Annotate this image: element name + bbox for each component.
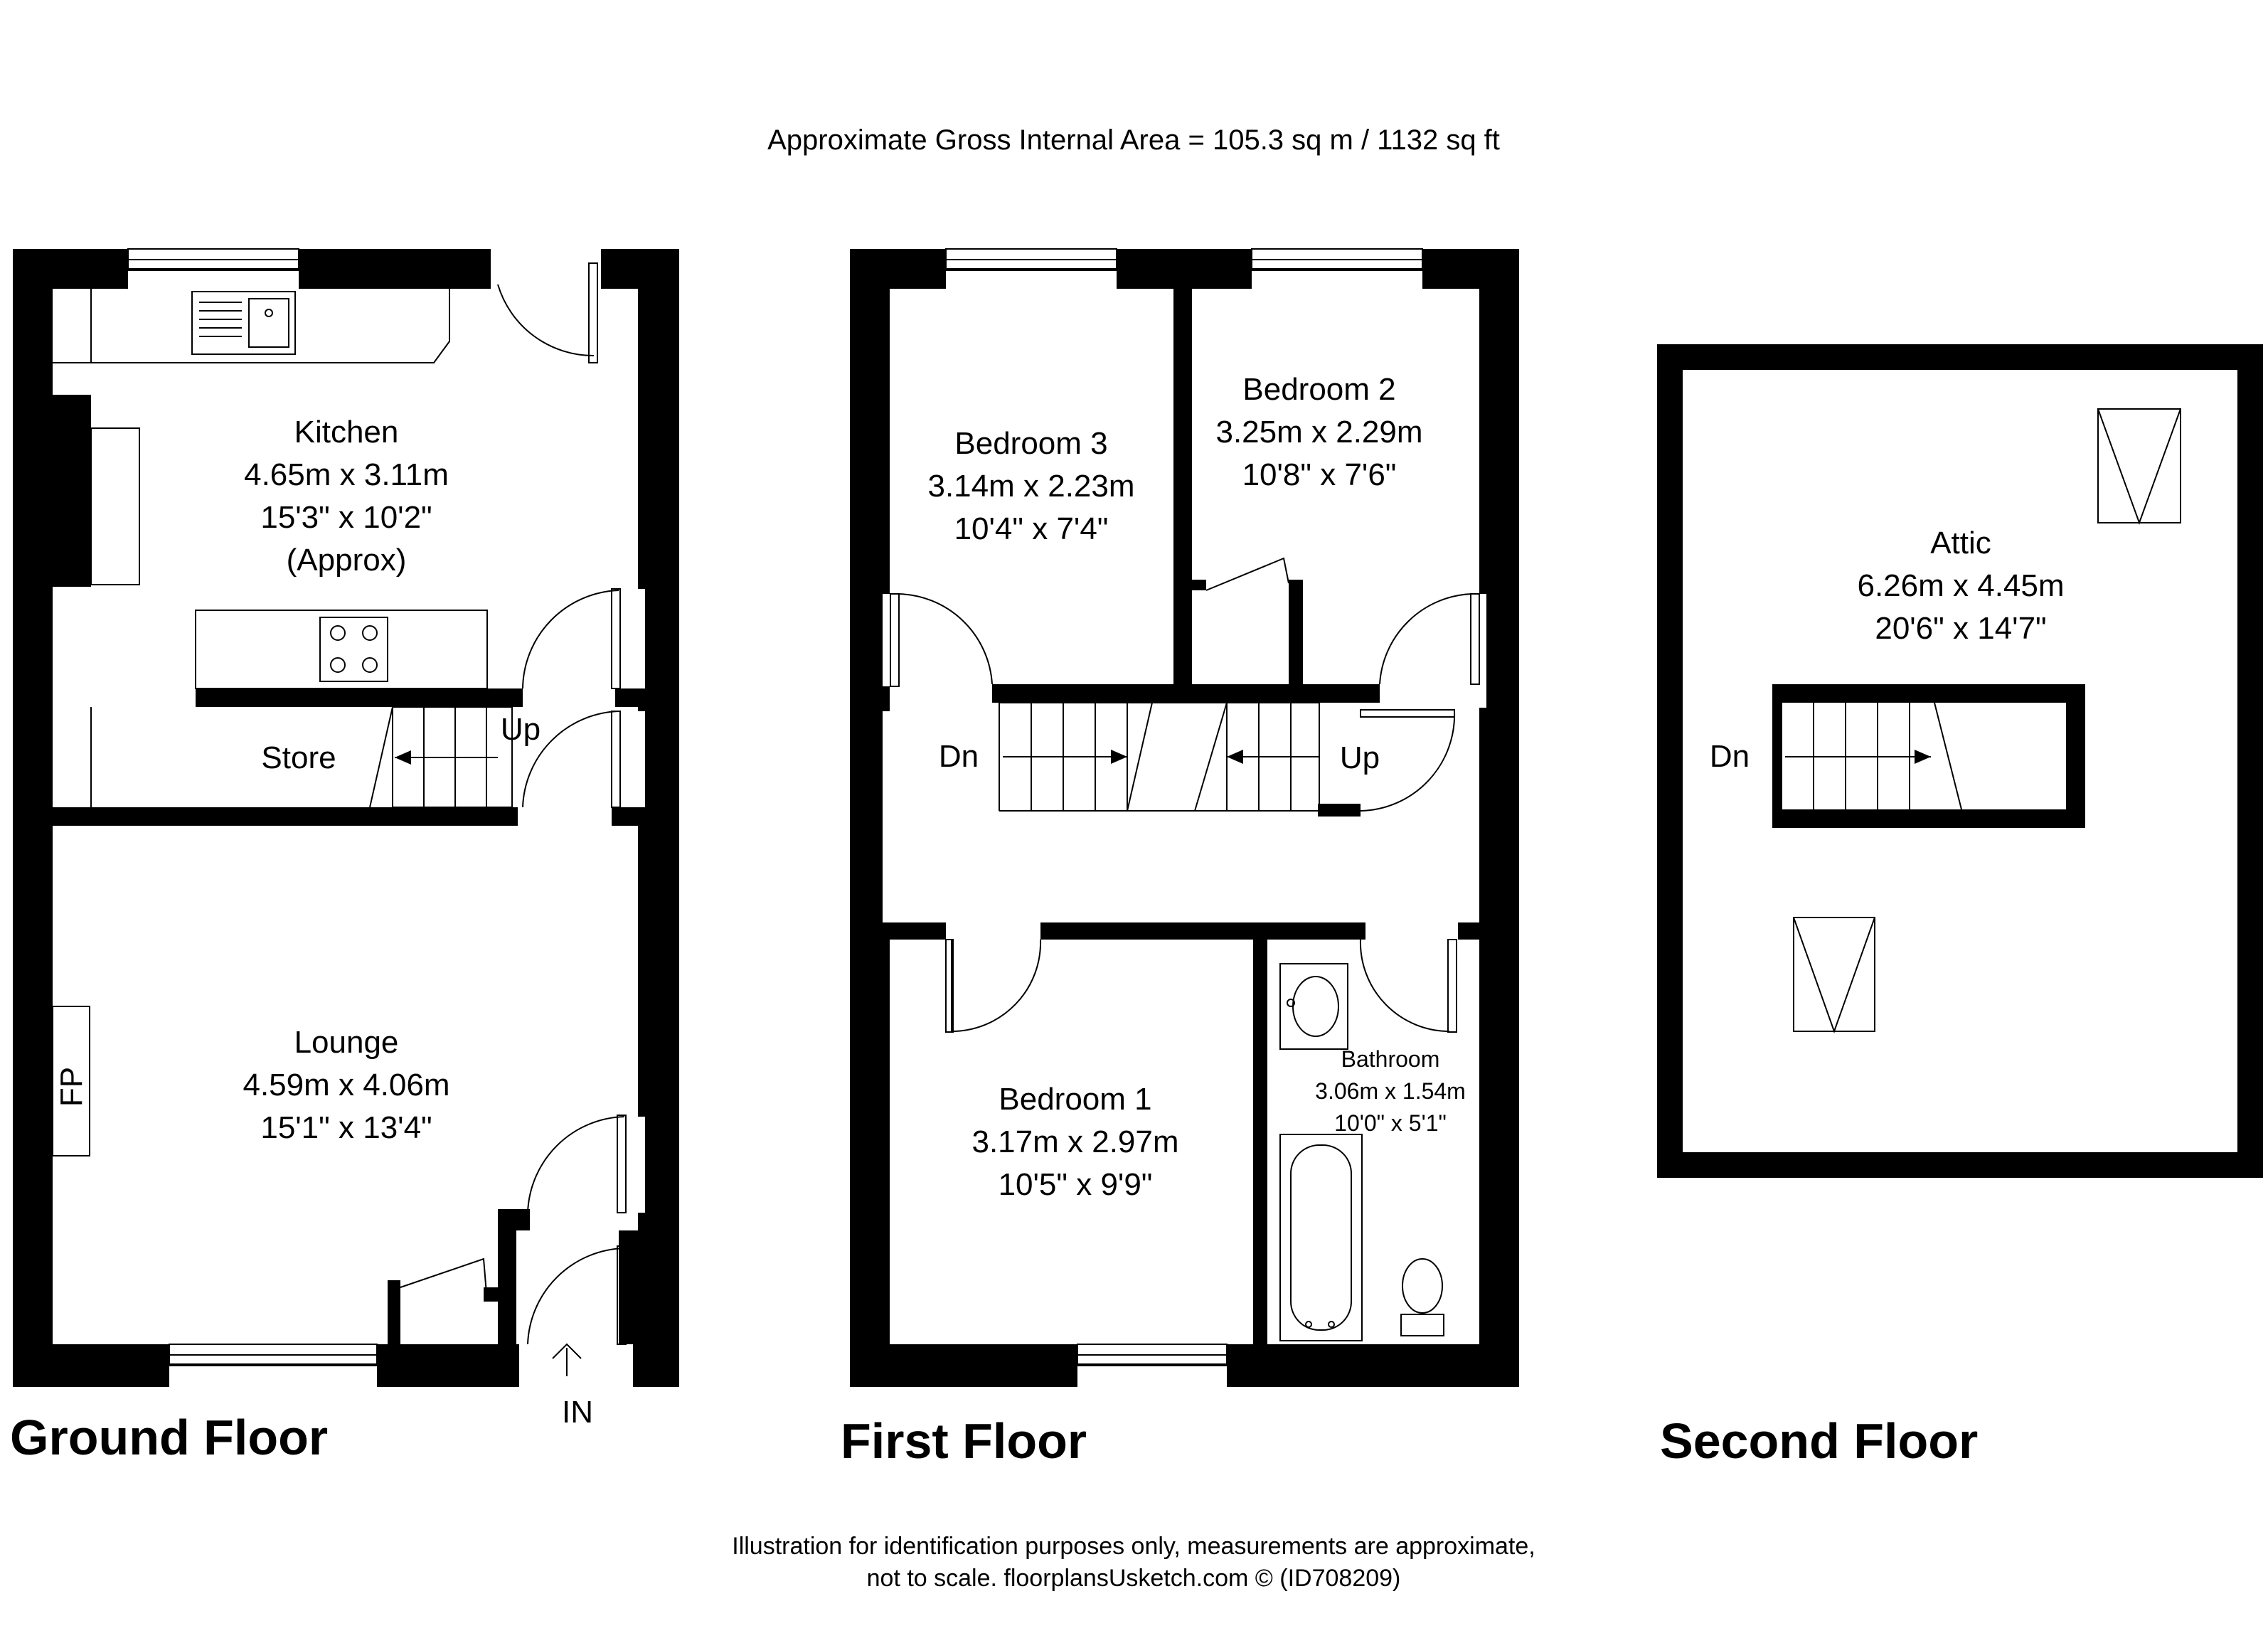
skylight-icon: [1794, 918, 1875, 1031]
kitchen-note: (Approx): [286, 543, 407, 578]
ground-floor-title: Ground Floor: [10, 1410, 329, 1465]
stairs-icon: [999, 703, 1319, 811]
toilet-icon: [1401, 1259, 1444, 1336]
bathroom-imperial: 10'0" x 5'1": [1334, 1110, 1447, 1136]
door-swing-icon: [1361, 940, 1457, 1032]
disclaimer-line-2: not to scale. floorplansUsketch.com © (ID708209): [866, 1565, 1401, 1592]
fireplace-label: FP: [54, 1066, 89, 1107]
door-swing-icon: [528, 1246, 626, 1344]
window-icon: [1077, 1344, 1227, 1366]
kitchen-imperial: 15'3" x 10'2": [260, 500, 432, 535]
ground-stairs-up-label: Up: [500, 712, 541, 747]
window-icon: [946, 249, 1117, 270]
stairs-icon: [1785, 703, 1961, 809]
first-stairs-up-label: Up: [1339, 740, 1380, 775]
bathroom-metric: 3.06m x 1.54m: [1315, 1078, 1466, 1104]
bedroom-2-imperial: 10'8" x 7'6": [1242, 457, 1397, 492]
hob-icon: [320, 617, 388, 681]
lounge-metric: 4.59m x 4.06m: [243, 1068, 450, 1102]
bedroom-3-imperial: 10'4" x 7'4": [954, 511, 1109, 546]
door-swing-icon: [946, 940, 1040, 1032]
store-label: Store: [261, 740, 336, 775]
bedroom-2-metric: 3.25m x 2.29m: [1215, 415, 1423, 450]
door-swing-icon: [1380, 594, 1479, 684]
door-swing-icon: [523, 589, 620, 688]
second-floor-plan: [1657, 344, 2263, 1178]
bedroom-2-label: Bedroom 2: [1242, 372, 1396, 407]
bedroom-1-label: Bedroom 1: [999, 1082, 1152, 1117]
window-icon: [169, 1344, 377, 1366]
kitchen-metric: 4.65m x 3.11m: [244, 457, 449, 492]
entrance-label: IN: [562, 1395, 593, 1430]
lounge-imperial: 15'1" x 13'4": [260, 1110, 432, 1145]
stairs-icon: [370, 707, 512, 807]
door-swing-icon: [528, 1115, 626, 1213]
kitchen-label: Kitchen: [294, 415, 399, 450]
second-stairs-down-label: Dn: [1709, 739, 1750, 774]
first-floor-title: First Floor: [841, 1413, 1087, 1469]
window-icon: [128, 249, 299, 270]
attic-label: Attic: [1930, 526, 1991, 560]
sink-icon: [192, 292, 295, 354]
lounge-label: Lounge: [294, 1025, 399, 1060]
wash-basin-icon: [1280, 964, 1348, 1049]
door-swing-icon: [498, 263, 597, 363]
door-swing-icon: [890, 594, 992, 686]
bath-icon: [1280, 1134, 1362, 1341]
bedroom-3-metric: 3.14m x 2.23m: [927, 469, 1135, 504]
bathroom-label: Bathroom: [1341, 1046, 1440, 1072]
first-stairs-down-label: Dn: [938, 739, 979, 774]
disclaimer-line-1: Illustration for identification purposes only, measurements are approximate,: [732, 1533, 1535, 1560]
window-icon: [1252, 249, 1422, 270]
ground-floor-plan: [13, 249, 679, 1430]
skylight-icon: [2098, 409, 2181, 523]
bedroom-3-label: Bedroom 3: [954, 426, 1108, 461]
attic-imperial: 20'6" x 14'7": [1875, 611, 2047, 646]
bedroom-1-metric: 3.17m x 2.97m: [971, 1124, 1179, 1159]
attic-metric: 6.26m x 4.45m: [1857, 568, 2065, 603]
second-floor-title: Second Floor: [1660, 1413, 1979, 1469]
first-floor-plan: [850, 249, 1519, 1387]
gross-area-header: Approximate Gross Internal Area = 105.3 sq m / 1132 sq ft: [767, 124, 1500, 156]
bedroom-1-imperial: 10'5" x 9'9": [998, 1167, 1153, 1202]
